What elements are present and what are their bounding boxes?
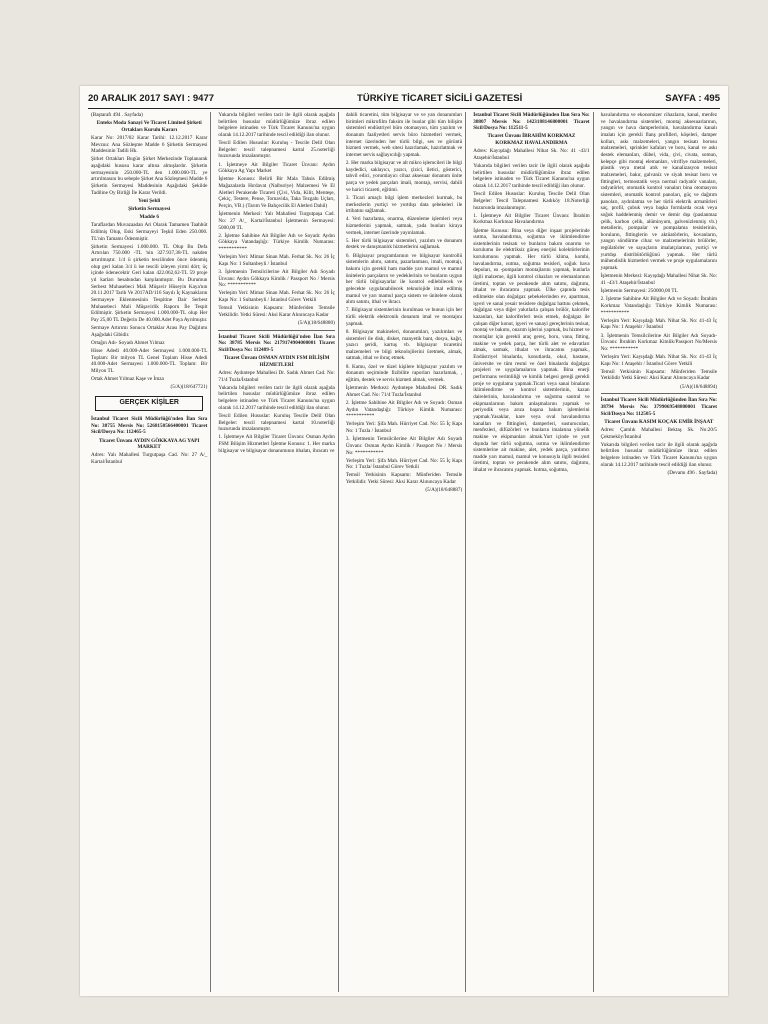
text-paragraph: Karar No: 2017/02 Karar Tarihi: 12.12.2017 Karar Mevzuu: Ana Sözleşme Madde 6 Şirketin Sermayesi Maddesinin Tadili Hk. [91, 134, 208, 155]
text-paragraph: Tescil Edilen Hususlar: Kuruluş Tescile Delil Olan Belgeler: Tescil Talepnamesi Kadıköy 18.Noterliği huzurunda imzalanmıştır. [473, 191, 590, 211]
text-paragraph: 4. Veri hazırlama, onarma, düzenleme işlemleri veya hizmetlerini yapmak, satmak, yada bunları kiraya vermek, internet üzerinde yayınlamak. [345, 216, 463, 236]
divider [601, 393, 717, 394]
text-paragraph: İşletmenin Merkezi: Aydıntepe Mahallesi DR. Sadık Ahmet Cad. No: 71/4 Tuzla/İstanbul [345, 385, 463, 398]
text-paragraph: Tescil Edilen Hususlar: Kuruluş - Tescile Delil Olan Belgeler: tescil talepnamesi kartal 25.noterliği huzurunda imzalanmıştır. [218, 140, 335, 160]
text-paragraph: İşletmenin Merkezi: Kayışdağı Mahallesi Nihat Sk. No: 41 -43/1 Ataşehir/İstanbul [600, 273, 718, 286]
text-paragraph: Yerleşim Yeri: Mimar Sinan Mah. Ferhat Sk. No: 26 İç Kapı No: 1 Sultanbeyli / İstanbul Görev Yetkili [218, 290, 335, 304]
registry-info: İstanbul Ticaret Sicili Müdürlüğü'nden İlan Sıra No: 38755 Mersis No: 5268150566400001 Ticaret Sicil/Dosya No: 112465-5 [91, 416, 208, 436]
text-paragraph: dahili ticaretini, tüm bilgisayar ve ve yan donanımları birimleri mikrofilm faksim ile bunlar gibi tüm bilişim sistemleri endüstriyel büro otomasyon, tüm yazılım ve donanım faaliyetleri servis büro hizmetleri vermek, internet üzerinden her türlü bilgi, ses ve görüntü hizmeti vermek, web sitesi hazırlamak, hazırlatmak ve internet servis sağlayıcılığı yapmak. [345, 112, 463, 158]
text-paragraph: Şirketin Sermayesi 1.000.000. TL Olup Bu Defa Artırılan 750.000 -TL 'nin 327.937,38-TL nakden artırılmıştır. 1/4 ü şirketin tescilinden önce ödenmiş olup geri kalan 3/4 ü ise tescili izleyen yirmi dört; üç içinde ödenecektir Geri kalan 422.062,62-TL 59 proje yıl karları hesabından karşılanmıştır. Bu Durumun Serbest Muhasebeci Mali Müşavir Hüseyin Kaya'nın 20.11.2017 Tarih Ve 2017AD/116 Sayılı İç Kaynakların Sermayeye Eklenmesinin Tespitine Dair Serbest Muhasebeci Mali Müşavirlik Raporu İle Tespit Edilmiştir. Şirketin Sermayesi 1.000.000-TL olup Her Pay 25,00 TL Değerin De 40.000.Adet Paya Ayrılmıştır. [91, 243, 208, 324]
notice-heading: Enteks Moda Sanayi Ve Ticaret Limited Şirketi Ortakları Kurulu Kararı [96, 120, 202, 133]
text-paragraph: Ortak Ahmet Yılmaz Kaşe ve İmza [91, 376, 164, 383]
address: Adres: Aydıntepe Mahallesi Dr. Sadık Ahmet Cad. No: 71/4 Tuzla/İstanbul [218, 369, 335, 383]
text-paragraph: 3. Ticari amaçlı bilgi işlem merkezleri kurmak, bu merkezlerin yurtiçi ve yurtdışı data şebekeleri ile irtibatını sağlamak. [345, 194, 463, 215]
text-paragraph: Şirket Ortakları Bugün Şirket Merkezinde Toplanarak aşağıdaki hususu karar altına almışlardır. Şirketin sermayesinin 250.000-TL den 1.000.000-TL ye artırılmasını bu sebeple Şirket Ana Sözleşmesi Madde 6 Şirketin Sermayesi Maddesinin Aşağıdaki Şekilde Tadiline Oy Birliği İle Karar Verildi. [91, 156, 208, 196]
columns [88, 112, 720, 992]
text-paragraph: 8. Kamu, özel ve tüzel kişilere bilgisayar yazılım ve donanım seçiminde fizibilite raporları hazırlamak, , eğitim, destek ve servis hizmeti almak, vermek. [345, 363, 463, 383]
text-paragraph: İşletmenin Sermayesi: 250000,00 TL [600, 288, 678, 295]
trade-name: Ticaret Ünvanı İBRAHİM KORKMAZ KORKMAZ HAVALANDIRMA [487, 133, 576, 147]
trade-name: Ticaret Ünvanı OSMAN AYDIN FSM BİLİŞİM HİZMETLERİ [223, 355, 330, 368]
divider [218, 330, 334, 331]
header-page-number: SAYFA : 495 [665, 92, 720, 104]
reference-code: (5/A)(18/648887) [425, 487, 463, 494]
trade-name: Ticaret Ünvanı KASIM KOÇAK EMİR İNŞAAT [604, 418, 714, 425]
trade-name: Ticaret Ünvanı AYDIN GÖKKAYA AG YAPI MARKET [98, 437, 200, 451]
reference-code: (5/A)(18/648894) [680, 383, 718, 390]
text-paragraph: Temsil Yetkisinin Kapsamı: Münferiden Temsile Yetkilidir. Yetki Süresi: Aksi Karar Alınıncaya Kadar [218, 305, 335, 318]
text-paragraph: Yerleşim Yeri: Kayışdağı Mah. Nihat Sk. No: 41-43 İç Kapı No: 1 Ataşehir / İstanbul [600, 317, 718, 331]
registry-info: İstanbul Ticaret Sicili Müdürlüğü'nden İlan Sıra No: 38785 Mersis No: 2179174904000001 Ticaret Sicil/Dosya No: 112489-5 [218, 333, 335, 353]
reference-code: (5/A)(18/647721) [170, 384, 208, 391]
text-paragraph: Yerleşim Yeri: Şifa Mah. Hürriyet Cad. No: 55 İç Kapı No: 1 Tuzla/ İstanbul Görev Yetkili [345, 457, 463, 471]
gazette-page [80, 86, 728, 996]
text-paragraph: 2. İşletme Sahibine Ait Bilgiler Adı ve Soyadı: İbrahim Korkmaz Vatandaşlığı: Türkiye Kimlik Numarası: *********** [600, 296, 718, 316]
column-2 [215, 112, 338, 992]
address: Adres: Kayışdağı Mahallesi Nihat Sk. No: 41 -43/1 Ataşehir/İstanbul [473, 148, 590, 161]
continuation-footer: (Devamı 496 . Sayfada) [667, 469, 718, 476]
section-box-title: GERÇEK KİŞİLER [95, 396, 203, 411]
text-paragraph: 2. Her marka bilgisayar ve alt mikro işlemcileri ile bilgi kaydedici, saklayıcı, yazıcı, çizici, iletici, gösterici, tahvil edici, yorumlayıcı cihaz aksesuar donanım ünite parça ve yedek parçaları imali, montajı, servisi, dahili ve harici ticareti, eğitimi. [345, 160, 463, 193]
registry-info: İstanbul Ticaret Sicili Müdürlüğünden İlan Sıra No: 38807 Mersis No: 1423188146800001 Ticaret Sicil/Dosya No: 112511-5 [473, 112, 590, 132]
header-date-issue: 20 ARALIK 2017 SAYI : 9477 [88, 92, 215, 104]
text-paragraph: 3. İşletmenin Temsilcilerine Ait Bilgiler Adı Soyadı Ünvanı: Aydın Gökkaya Kimlik / Passport No / Mersis No: *********** [218, 268, 335, 289]
text-paragraph: Temsil Yetkisinin Kapsamı: Münferiden Temsile Yetkilidir Yetki Süresi: Aksi Karar Alınıncaya Kadar [600, 368, 718, 382]
subheading: Yeni Şekli [138, 197, 161, 204]
column-4 [470, 112, 593, 992]
text-paragraph: 7. Bilgisayar sistemlerinin kurulması ve bunun için her türlü elektrik elektronik donanım imal ve montajını yapmak. [345, 307, 463, 327]
text-paragraph: İşletme Konusu: Bina veya diğer inşaat projelerinde ısıtma, havalandırma, soğutma ve iklimlendirme sistemlerinin tesisatı ve bunların bakım onarımı ve kurulumu ile elektriksiz güneş enerjisi kolektörlerinin kurulumunu yapmak. Her türlü klima, kombi, havalandırma, ısıtma, soğutma tesisleri, soğuk hava depoları, ısı -pompaları montajlarını yapmak, bunlarla ilgili malzeme, ilgili kontrol cihazları ve elemanlarının üretimi, toptan ve perakende alım satımı, dağıtımı, ithalat ve ihracatını yapmak. Ülke çapında tesis edilmekte olan doğalgaz şebekelerinden ev, apartman, işyeri ve sanai yesair tesislere doğalgaz hattını çekmek, doğalgaz veya diğer yakıtlarla çalışan brülör, kalorifer kazanları, kat kaloriferleri tesis etmek, doğalgaz ile çalışan diğer konut, işyeri ve sanayi gereçlerinin tesisat, montaj ve bakımı, onarım işlerini yapmak, bu hizmet ve montajlar için gerekli araç gereç, boru, vana, fitting, makine ve yedek parça, her türlü alet ve edavatları almak, satmak, ithalat ve ihracatını yapmak., Endüstriyel binalarda, konutlarda, okul, hastane, üniversite ve tüm resmi ve özel binalarda doğalgaz projeleri ve uygulamalarını yapmak. Bina enerji performans verimliliği ve kimlik belgesi gereği gerekli proje ve uygulama yapmak.Ticari veya sanai binaların iklimlendirme ve kontrol sistemlerinin, kazan dairelerinin, havalandırma ve soğutma santral ve ekipmanlarının bakım anlaşmalarını yapmak ve periyodik veya arıza başına bakım işlemlerini yapmak.Yasaklar, kare veya oval havalandırma kanalları ve fittingleri, damperleri, susturucuları, menfezleri, difüzörleri ve bunların imalatına yönelik makine ve ekipmanları almak.Yurt içinde ve yurt dışında her türlü soğutma, ısıtma ve iklimlendirme sistemlerine ait makine, alet, yedek parça, yardımcı madde yarı mamul, mamul ve konusuyla ilgili tesisleri üretimi, toptan ve perakende alım satımı, dağıtımı, ithalat ve ihracatını yapmak. Isıtma, soğutma, [473, 227, 590, 474]
column-3 [343, 112, 466, 992]
text-paragraph: Yukarıda bilgileri verilen tacir ile ilgili olarak aşağıda belirtilen hususlar müdürlüğümüze ibraz edilen belgelere istinaden ve Türk Ticaret Kanunu'na uygun olarak 14.12.2017 tarihinde tescil edildiği ilan olunur. [218, 112, 335, 138]
text-paragraph: 5. Her türlü bilgisayar sistemleri, yazılım ve donanım destek ve danışmanlık hizmetlerini sağlamak. [345, 237, 463, 251]
header-title: TÜRKİYE TİCARET SİCİLİ GAZETESİ [357, 92, 523, 104]
text-paragraph: Yukarıda bilgileri verilen tacir ile ilgili olarak aşağıda belirtilen hususlar müdürlüğümüze ibraz edilen belgelere istinaden ve Türk Ticaret Kanunu'na uygun olarak 14.12.2017 tarihinde tescil edildiği ilan olunur. [218, 384, 335, 411]
text-paragraph: Yerleşim Yeri: Mimar Sinan Mah. Ferhat Sk. No: 26 İç Kapı No: 1 Sultanbeyli / İstanbul [218, 254, 335, 267]
text-paragraph: 1. İşletmeye Ait Bilgiler Ticaret Ünvanı: İbrahim Korkmaz Korkmaz Havalandırma [473, 212, 590, 226]
text-paragraph: 1. İşletmeye Ait Bilgiler Ticaret Ünvanı: Osman Aydın FSM Bilişim Hizmetleri İşletme Konusu: 1. Her marka bilgisayar ve bilgisayar donanımının ithalatı, ihracatı ve [218, 434, 335, 454]
subheading: Şirketin Sermayesi [128, 206, 171, 213]
reference-code: (5/A)(18/648880) [297, 320, 335, 327]
address: Adres: Çamlık Mahallesi Bektaş Sk. No:20/5 Çekmeköy/İstanbul [600, 426, 718, 440]
text-paragraph: Yerleşim Yeri: Şifa Mah. Hürriyet Cad. No: 55 İç Kapı No: 1 Tuzla / İstanbul [345, 421, 463, 435]
address: Adres: Yalı Mahallesi Turgutpaşa Cad. No: 27 A/_ Kartal/İstanbul [91, 452, 208, 465]
text-paragraph: Ortağın Adı- Soyadı Ahmet Yılmaz [91, 340, 165, 346]
text-paragraph: 3. İşletmenin Temsilcilerine Ait Bilgiler Adı Soyadı-Ünvanı: İbrahim Korkmaz Kimlik/Passport No/Mersis No: *********** [600, 332, 718, 352]
text-paragraph: havalandırma ve ekonomizer cihazların, kanal, menfez ve havalandırma sistemleri, montaj aksesuarlarının, yangın ve hava damperlerinin, havalandırma kanalı imalatı için gerekli flanş profilleri, köşeleri, damper kolları, askı malzemeleri, yangın tesisatı borusu malzemeleri, sprinkler kafaları ve boru, kanal ve askı destek elemanları, dübel, vida, çivi, civata, somun, kelepçe gibi montaj elemanları, vitrifiye malzemeleri, plastik veya metal atık ve kanalizasyon tesisat malzemeleri, bakır, galvaniz ve siyah tesisat boru ve fittingleri, termostatik veya normal radyatör vanaları, radyatörler, otomatik kontrol vanaları bina otomasyon sistemleri, otomatik kontrol panoları, güç ve dağıtım panoları, aydınlatma ve her türlü elektrik armatürleri saç, profil, çubuk veya başka formlarda ocak veya soğuk haddelenmiş demir ve demir dışı (paslanmaz çelik, karbon çelik, alüminyum, galvenizlenmiş vb.) metallerin, pompalar ve pompalama tesislerinin, boruların, fittinglerin ve aktüatörlerin, kovanların, yangın söndürme cihaz ve malzemelerinin brülörler, regülatörler ve sayaçların imalatçılarının, yurtiçi ve yurtdışı distribütörlüğünü yapmak. Her türlü mühendislik hizmetleri vermek ve proje uygulamalarını yapmak. [600, 112, 718, 272]
text-paragraph: Hisse Adedi 40.000-Adet Sermayesi 1.000.000-TL Toplam: Bir milyon TL Genel Toplam Hisse Adedi 40.000-Adet Sermayesi 1.000.000-TL Toplam: Bir Milyon TL [91, 348, 208, 375]
continuation-note: (Baştarafı 494 . Sayfada) [91, 112, 143, 118]
column-1 [88, 112, 211, 992]
text-paragraph: İşletmenin Merkezi: Yalı Mahallesi Turgutpaşa Cad. No: 27 A/_ Kartal/İstanbul İşletmenin Sermayesi: 5000,00 TL [218, 211, 335, 231]
column-5 [598, 112, 720, 992]
text-paragraph: Yukarıda bilgileri verilen tacir ile ilgili olarak aşağıda belirtilen hususlar müdürlüğümüze ibraz edilen belgelere istinaden ve Türk Ticaret Kanunu'na uygun olarak 14.12.2017 tarihinde tescil edildiği ilan olunur. [600, 441, 718, 468]
text-paragraph: 1. İşletmeye Ait Bilgiler Ticaret Ünvanı: Aydın Gökkaya Ag Yapı Market [218, 161, 335, 175]
text-paragraph: İşletme Konusu: Belirli Bir Mala Tahsis Edilmiş Mağazalarda Hırdavat (Nalburiye) Malzemesi Ve El Aletleri Perakende Ticareti (Çivi, Vida, Kilit, Menteşe, Çekiç, Testere, Pense, Tornavida, Taka Tezgahı Uçları, Perçin, VB.) (Tarım Ve Bahçecilik El Aletleri Dahil) [218, 176, 335, 210]
text-paragraph: Yukarıda bilgileri verilen tacir ile ilgili olarak aşağıda belirtilen hususlar müdürlüğümüze ibraz edilen belgelere istinaden ve Türk Ticaret Kanunu'na uygun olarak 14.12.2017 tarihinde tescil edildiği ilan olunur. [473, 163, 590, 190]
subheading: Madde 6 [139, 214, 159, 221]
text-paragraph: Sermaye Artırımı Sonucu Ortaklar Arası Pay Dağılımı Aşağıdaki Gibidir. [91, 325, 208, 338]
page-header [88, 90, 720, 106]
text-paragraph: Temsil Yetkisinin Kapsamı: Münferiden Temsile Yetkilidir. Yetki Süresi: Aksi Karar Alınıncaya Kadar [345, 472, 463, 486]
text-paragraph: Tescil Edilen Hususlar: Kuruluş Tescile Delil Olan Belgeler: tescil talepnamesi kartal 10.noterliği huzurunda imzalanmıştır. [218, 412, 335, 433]
text-paragraph: Yerleşim Yeri: Kayışdağı Mah. Nihat Sk. No: 41-43 İç Kapı No: 1 Ataşehir / İstanbul Görev Yetkili [600, 353, 718, 367]
text-paragraph: 2. İşletme Sahibine Ait Bilgiler Adı ve Soyadı: Aydın Gökkaya Vatandaşlığı: Türkiye Kimlik Numarası: *********** [218, 232, 335, 252]
text-paragraph: 8. Bilgisayar makineleri, donanımları, yazılımları ve sistemleri ile disk, disket, manyetik bant, dosya, kağıt, yazıcı şeridi, kartuş vb. bilgisayar ticaretini malzemeleri ve bilgi teknolojilerini üretmek, almak, satmak, ithal ve ihraç etmek. [345, 328, 463, 362]
text-paragraph: 2. İşletme Sahibine Ait Bilgiler Adı ve Soyadı: Osman Aydın Vatandaşlığı: Türkiye Kimlik Numarası: *********** [345, 399, 463, 420]
header-rule [88, 108, 720, 109]
registry-info: İstanbul Ticaret Sicili Müdürlüğünden İlan Sıra No: 38794 Mersis No: 3799069548800001 Ticaret Sicil/Dosya No: 112505-5 [600, 397, 718, 417]
text-paragraph: 3. İşletmenin Temsilcilerine Ait Bilgiler Adı Soyadı Ünvanı: Osman Aydın Kimlik / Passport No / Mersis No: *********** [345, 436, 463, 456]
text-paragraph: Taraflardan Muvazaadan Ari Olarak Tamamen Taahhüt Edilmiş Olup, Eski Sermayeyi Teşkil Eden 250.000. TL'nin Tamamı Ödenmiştir. [91, 222, 208, 242]
text-paragraph: 6. Bilgisayar programlarının ve bilgisayar kontrollü sistemlerin alımı, satımı, pazarlanması, imali, montajı, bakımı için gerekli ham madde yarı mamul ve mamul ünitelerin parçaların ve yedeklerinin ve bunların uygun her türlü bilgisayarlar ile kontrol edilebilecek ve gelecekte uygulanabilecek teknolojide imal edilmiş mamul ve yarı mamul parça sistem ve ünitelere olarak alım satımı, ithal ve ihracı. [345, 252, 463, 306]
